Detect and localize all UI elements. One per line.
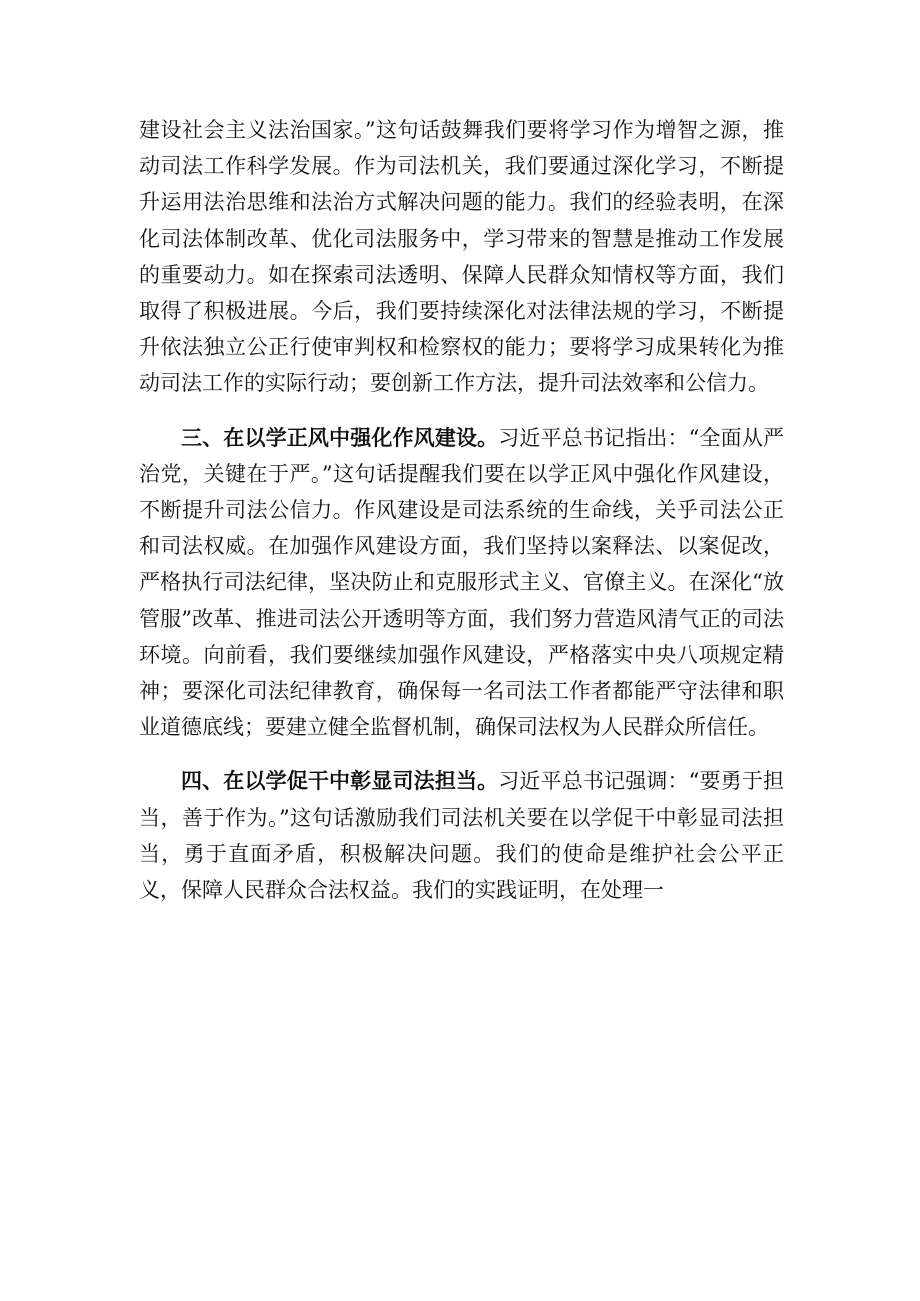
paragraph-text: 建设社会主义法治国家。”这句话鼓舞我们要将学习作为增智之源，推动司法工作科学发展。作为司法机关，我们要通过深化学习，不断提升运用法治思维和法治方式解决问题的能力。我们的经验表明，在深化司法体制改革、优化司法服务中，学习带来的智慧是推动工作发展的重要动力。如在探索司法透明、保障人民群众知情权等方面，我们取得了积极进展。今后，我们要持续深化对法律法规的学习，不断提升依法独立公正行使审判权和检察权的能力；要将学习成果转化为推动司法工作的实际行动；要创新工作方法，提升司法效率和公信力。 <box>139 118 784 396</box>
section-heading-three: 三、在以学正风中强化作风建设。 <box>181 425 499 450</box>
document-body <box>139 112 784 908</box>
section-heading-four: 四、在以学促干中彰显司法担当。 <box>181 769 499 794</box>
paragraph-text: 习近平总书记强调：“要勇于担当，善于作为。”这句话激励我们司法机关要在以学促干中彰显司法担当，勇于直面矛盾，积极解决问题。我们的使命是维护社会公平正义，保障人民群众合法权益。我们的实践证明，在处理一 <box>139 769 784 903</box>
paragraph-section-three <box>139 420 784 746</box>
paragraph-text: 习近平总书记指出：“全面从严治党，关键在于严。”这句话提醒我们要在以学正风中强化作风建设，不断提升司法公信力。作风建设是司法系统的生命线，关乎司法公正和司法权威。在加强作风建设方面，我们坚持以案释法、以案促改，严格执行司法纪律，坚决防止和克服形式主义、官僚主义。在深化“放管服”改革、推进司法公开透明等方面，我们努力营造风清气正的司法环境。向前看，我们要继续加强作风建设，严格落实中央八项规定精神；要深化司法纪律教育，确保每一名司法工作者都能严守法律和职业道德底线；要建立健全监督机制，确保司法权为人民群众所信任。 <box>139 425 784 740</box>
paragraph-section-four <box>139 763 784 908</box>
paragraph-continuation <box>139 112 784 402</box>
